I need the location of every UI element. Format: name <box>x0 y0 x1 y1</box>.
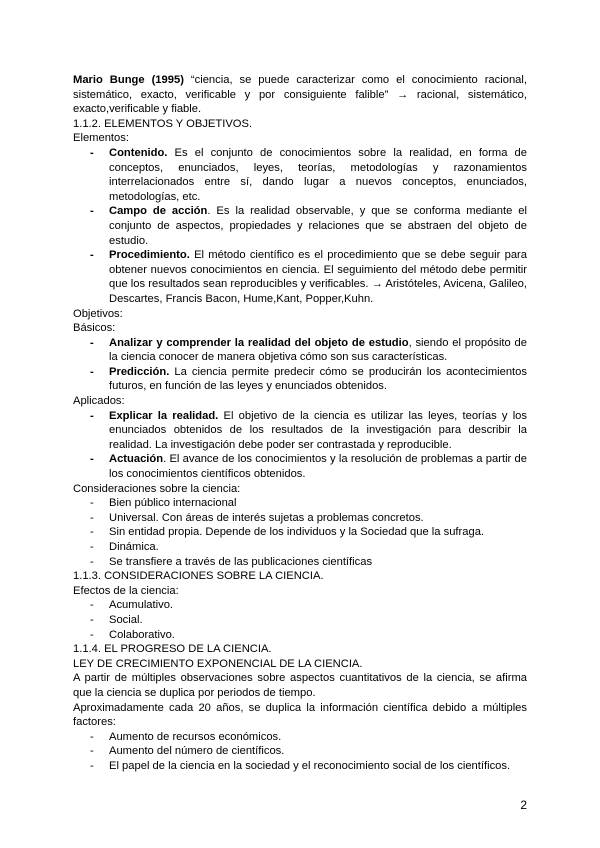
list-item: - Bien público internacional <box>73 496 527 511</box>
list-item <box>73 248 527 306</box>
list-item: - Social. <box>73 613 527 628</box>
list-item: - Universal. Con áreas de interés sujetas a problemas concretos. <box>73 511 527 526</box>
list-item <box>73 336 527 365</box>
item-text: . El avance de los conocimientos y la resolución de problemas a partir de los conocimientos científicos obtenidos. <box>109 453 527 481</box>
item-text: La ciencia permite predecir cómo se producirán los acontecimientos futuros, en función de las leyes y enunciados obtenidos. <box>109 365 527 393</box>
list-item <box>73 409 527 453</box>
paragraph-1: A partir de múltiples observaciones sobre aspectos cuantitativos de la ciencia, se afirma que la ciencia se duplica por periodos de tiempo. <box>73 672 527 699</box>
item-term: Campo de acción <box>109 205 208 218</box>
item-term: Analizar y comprender la realidad del objeto de estudio <box>109 336 409 349</box>
efectos-list <box>73 598 527 642</box>
list-item: - Aumento del número de científicos. <box>73 744 527 759</box>
item-term: Explicar la realidad. <box>109 409 219 422</box>
objetivos-label: Objetivos: <box>73 307 123 320</box>
basicos-label: Básicos: <box>73 322 116 335</box>
item-text: Es el conjunto de conocimientos sobre la realidad, en forma de conceptos, enunciados, leyes, teorías, metodologías y razonamientos interrelacionados entre sí, dando lugar a nuevos conceptos, enunciados, metodologías, etc. <box>109 146 527 203</box>
list-item <box>73 452 527 481</box>
item-term: Procedimiento. <box>109 249 190 262</box>
list-item: - El papel de la ciencia en la sociedad y el reconocimiento social de los científicos. <box>73 759 527 774</box>
item-term: Contenido. <box>109 146 168 159</box>
list-item: - Sin entidad propia. Depende de los individuos y la Sociedad que la sufraga. <box>73 525 527 540</box>
section-heading-1-1-3: 1.1.3. CONSIDERACIONES SOBRE LA CIENCIA. <box>73 570 324 583</box>
list-item <box>73 365 527 394</box>
intro-author: Mario Bunge (1995) <box>73 74 184 86</box>
basicos-list <box>73 336 527 394</box>
consideraciones-list <box>73 496 527 569</box>
item-text: , siendo el propósito de la ciencia conocer de manera objetiva cómo son sus características. <box>109 336 527 364</box>
elementos-label: Elementos: <box>73 132 129 145</box>
list-item <box>73 204 527 248</box>
item-text: . Es la realidad observable, y que se conforma mediante el conjunto de aspectos, propiedades y relaciones que se abstraen del objeto de estudio. <box>109 205 527 247</box>
efectos-label: Efectos de la ciencia: <box>73 584 179 597</box>
list-item <box>73 146 527 204</box>
consideraciones-label: Consideraciones sobre la ciencia: <box>73 482 241 495</box>
intro-text: “ciencia, se puede caracterizar como el conocimiento racional, sistemático, exacto, verificable y por consiguiente falible” → racional, sistemático, exacto,verificable y fiable. <box>73 74 527 116</box>
aplicados-list <box>73 409 527 482</box>
list-item: - Acumulativo. <box>73 598 527 613</box>
elementos-list <box>73 146 527 307</box>
list-item: - Aumento de recursos económicos. <box>73 730 527 745</box>
item-term: Actuación <box>109 453 164 466</box>
aplicados-label: Aplicados: <box>73 395 125 408</box>
item-term: Predicción. <box>109 365 170 378</box>
page-number: 2 <box>520 798 527 812</box>
item-text: El método científico es el procedimiento que se debe seguir para obtener nuevos conocimientos en ciencia. El seguimiento del método debe permitir que los resultados sean reproducibles y verificables. → Aristóteles, Avicena, Galileo, Descartes, Francis Bacon, Hume,Kant, Popper,Kuhn. <box>109 249 527 305</box>
section-heading-1-1-2: 1.1.2. ELEMENTOS Y OBJETIVOS. <box>73 117 253 130</box>
item-text: El objetivo de la ciencia es utilizar las leyes, teorías y los enunciados obtenidos de los resultados de la investigación para describir la realidad. La investigación debe poder ser contrastada y reproducible. <box>109 409 527 451</box>
factores-list <box>73 730 527 774</box>
list-item: - Se transfiere a través de las publicaciones científicas <box>73 555 527 570</box>
section-heading-1-1-4: 1.1.4. EL PROGRESO DE LA CIENCIA. <box>73 643 272 656</box>
ley-title: LEY DE CRECIMIENTO EXPONENCIAL DE LA CIENCIA. <box>73 657 363 670</box>
paragraph-2: Aproximadamente cada 20 años, se duplica la información científica debido a múltiples factores: <box>73 701 527 729</box>
list-item: - Dinámica. <box>73 540 527 555</box>
intro-paragraph <box>73 73 527 117</box>
document-page <box>73 73 527 774</box>
list-item: - Colaborativo. <box>73 628 527 643</box>
